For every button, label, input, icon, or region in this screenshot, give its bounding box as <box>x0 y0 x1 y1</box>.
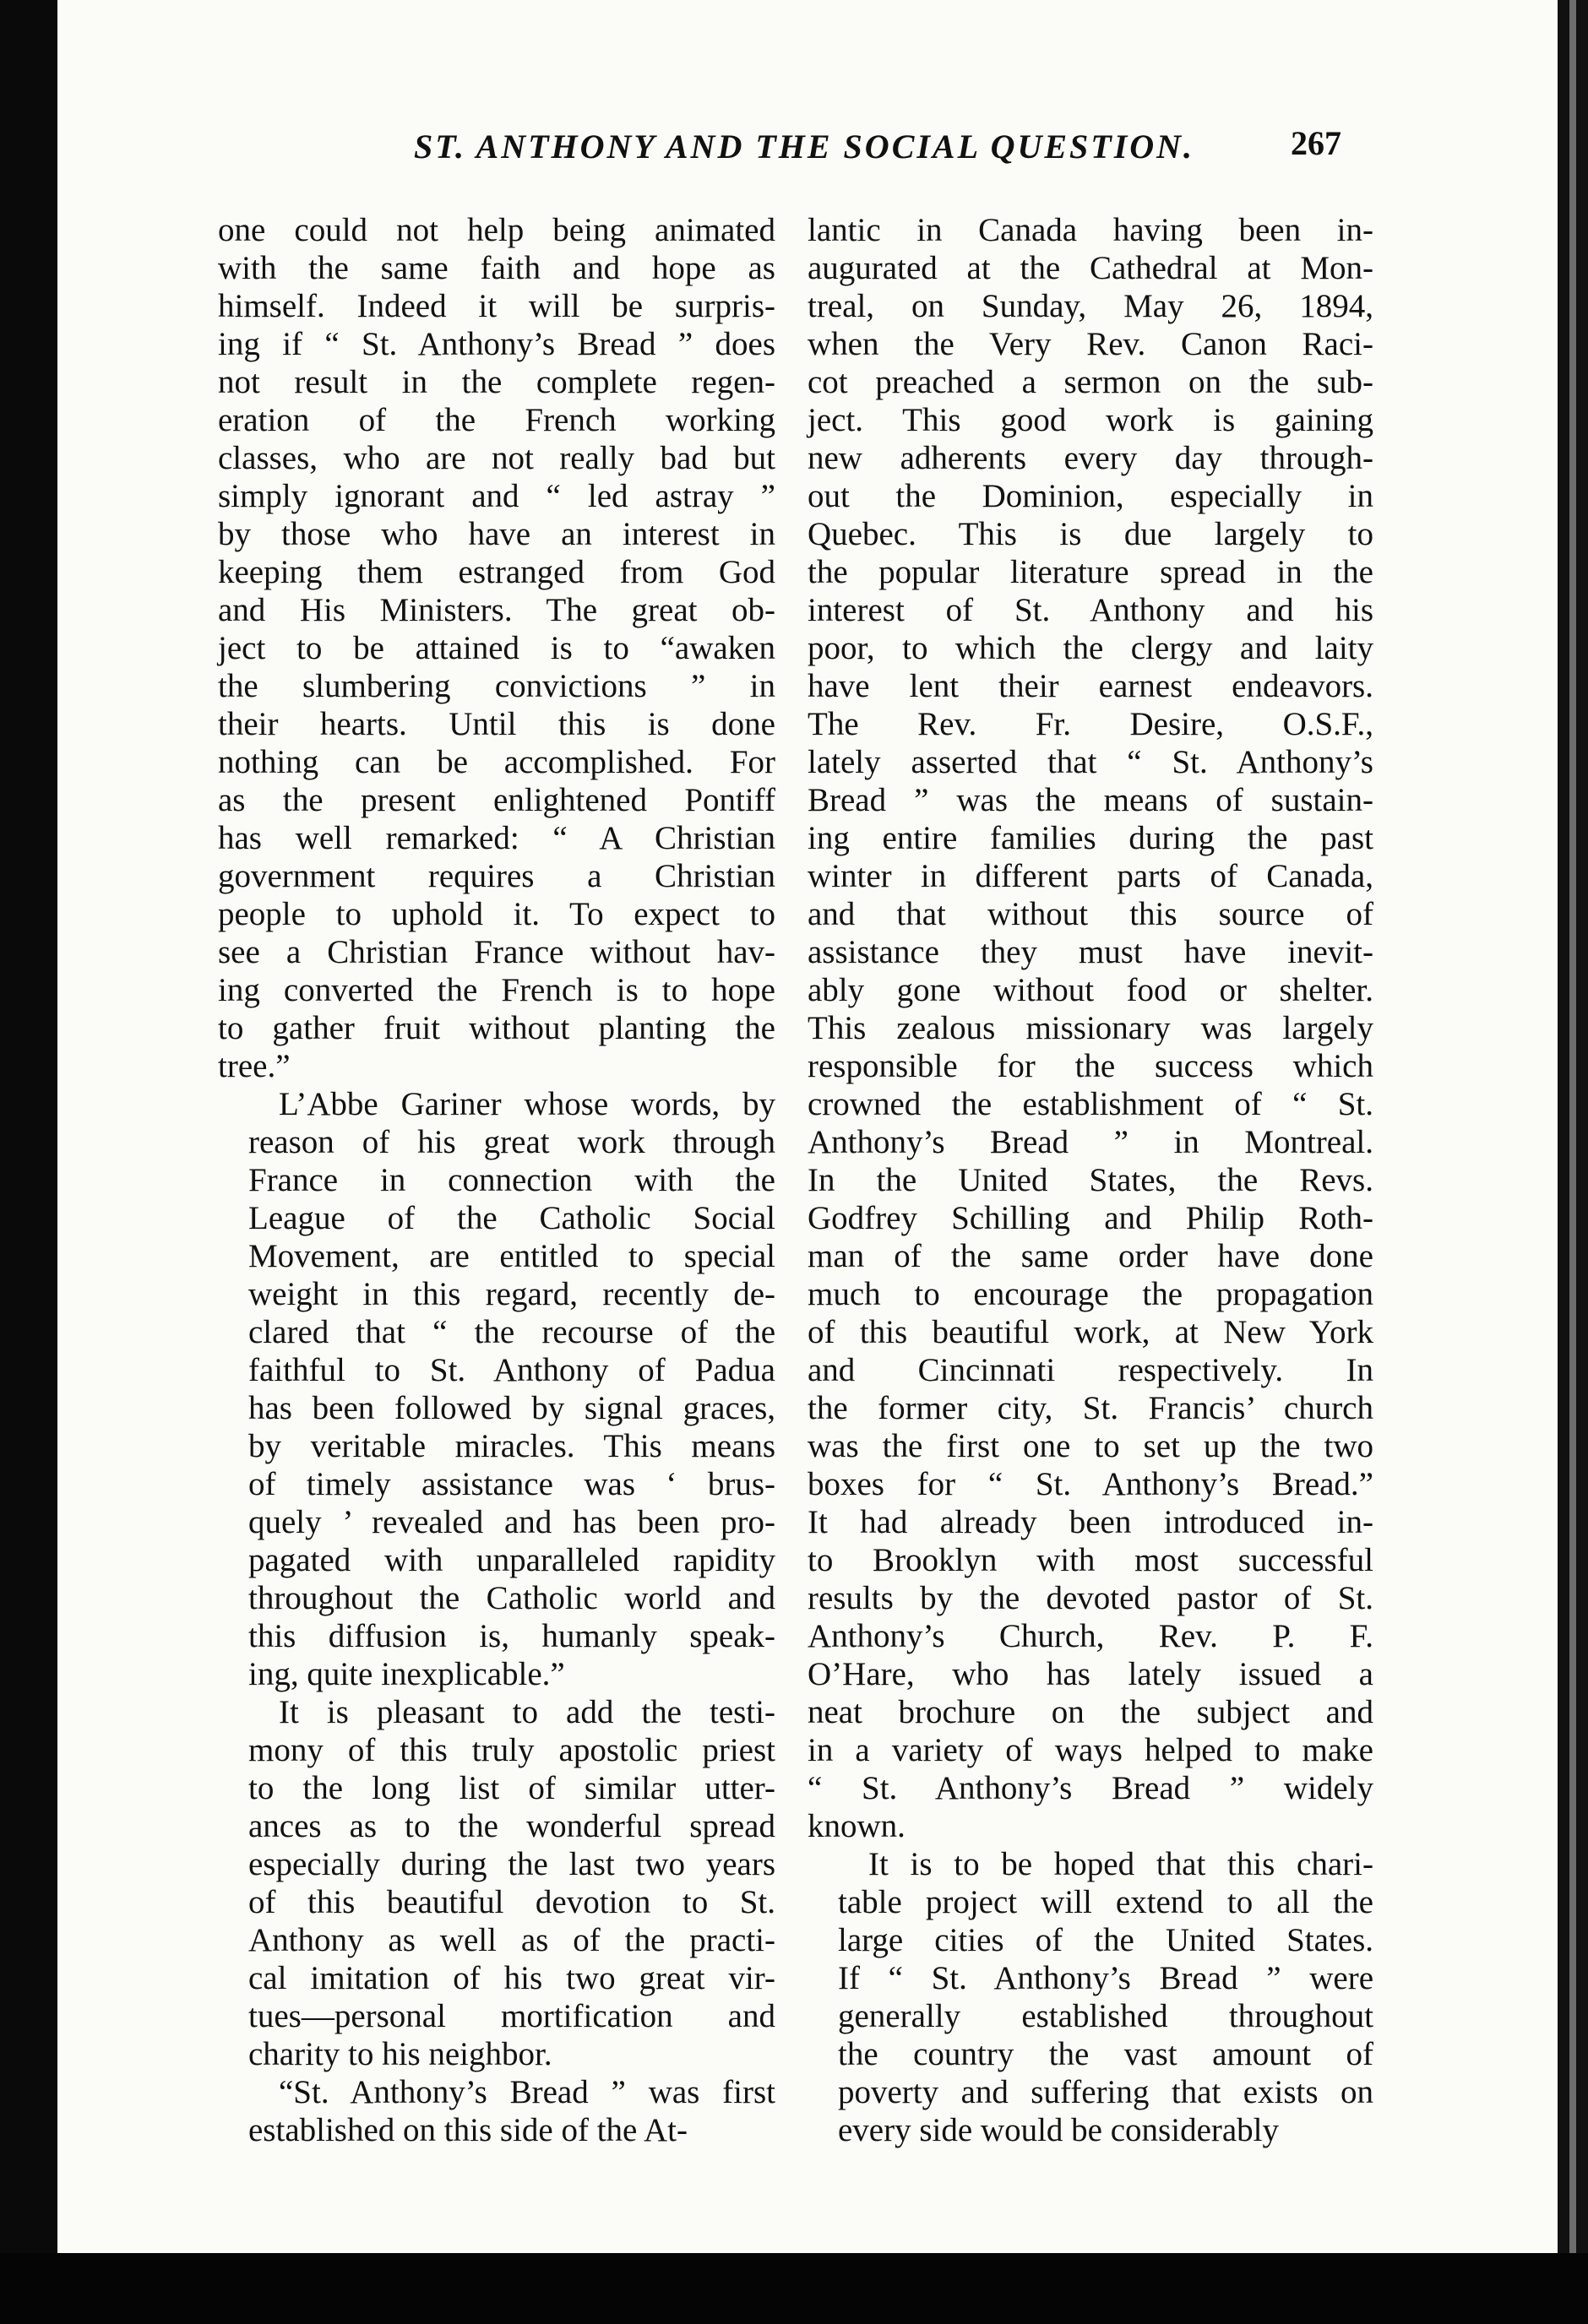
text-line: new adherents every day through- <box>808 440 1373 476</box>
text-line: L’Abbe Gariner whose words, by <box>279 1086 775 1122</box>
page-right-edge <box>1558 0 1588 2324</box>
text-line: “St. Anthony’s Bread ” was first <box>279 2074 775 2110</box>
text-line: classes, who are not really bad but <box>218 440 775 476</box>
text-line: cot preached a sermon on the sub- <box>808 364 1373 400</box>
text-line: League of the Catholic Social <box>248 1200 775 1236</box>
text-line: tues—personal mortification and <box>248 1998 775 2034</box>
left-text-column <box>218 211 775 2149</box>
text-line: himself. Indeed it will be surpris- <box>218 288 775 324</box>
text-line: of this beautiful devotion to St. <box>248 1884 775 1920</box>
text-line: have lent their earnest endeavors. <box>808 668 1373 704</box>
text-line: results by the devoted pastor of St. <box>808 1580 1373 1616</box>
text-line: poverty and suffering that exists on <box>838 2074 1373 2110</box>
text-line: simply ignorant and “ led astray ” <box>218 478 775 514</box>
text-line: clared that “ the recourse of the <box>248 1314 775 1350</box>
text-line: keeping them estranged from God <box>218 554 775 590</box>
text-line: eration of the French working <box>218 402 775 438</box>
text-line: neat brochure on the subject and <box>808 1694 1373 1730</box>
page-left-edge <box>0 0 57 2324</box>
text-line: Anthony’s Church, Rev. P. F. <box>808 1618 1373 1654</box>
text-line: France in connection with the <box>248 1162 775 1198</box>
text-line: the slumbering convictions ” in <box>218 668 775 704</box>
text-line: known. <box>808 1808 905 1844</box>
text-line: ing converted the French is to hope <box>218 972 775 1008</box>
text-line: This zealous missionary was largely <box>808 1010 1373 1046</box>
paragraph <box>218 2073 775 2149</box>
paragraph <box>218 1085 775 1693</box>
text-line: in a variety of ways helped to make <box>808 1732 1373 1768</box>
paragraph <box>808 211 1373 1845</box>
text-line: of this beautiful work, at New York <box>808 1314 1373 1350</box>
text-line: Anthony’s Bread ” in Montreal. <box>808 1124 1373 1160</box>
text-line: throughout the Catholic world and <box>248 1580 775 1616</box>
text-line: faithful to St. Anthony of Padua <box>248 1352 775 1388</box>
right-text-column <box>808 211 1373 2149</box>
text-line: Godfrey Schilling and Philip Roth- <box>808 1200 1373 1236</box>
paragraph <box>218 1693 775 2073</box>
text-line: the former city, St. Francis’ church <box>808 1390 1373 1426</box>
text-line: charity to his neighbor. <box>248 2036 552 2072</box>
text-line: responsible for the success which <box>808 1048 1373 1084</box>
text-line: when the Very Rev. Canon Raci- <box>808 326 1373 362</box>
paragraph <box>808 1845 1373 2149</box>
text-line: by those who have an interest in <box>218 516 775 552</box>
text-line: treal, on Sunday, May 26, 1894, <box>808 288 1373 324</box>
text-line: lately asserted that “ St. Anthony’s <box>808 744 1373 780</box>
text-line: large cities of the United States. <box>838 1922 1373 1958</box>
text-line: winter in different parts of Canada, <box>808 858 1373 894</box>
text-line: man of the same order have done <box>808 1238 1373 1274</box>
text-line: to the long list of similar utter- <box>248 1770 775 1806</box>
text-line: If “ St. Anthony’s Bread ” were <box>838 1960 1373 1996</box>
text-line: see a Christian France without hav- <box>218 934 775 970</box>
text-line: to Brooklyn with most successful <box>808 1542 1373 1578</box>
text-line: augurated at the Cathedral at Mon- <box>808 250 1373 286</box>
text-line: Movement, are entitled to special <box>248 1238 775 1274</box>
running-title: ST. ANTHONY AND THE SOCIAL QUESTION. <box>414 128 1195 166</box>
text-line: to gather fruit without planting the <box>218 1010 775 1046</box>
text-line: boxes for “ St. Anthony’s Bread.” <box>808 1466 1373 1502</box>
text-line: as the present enlightened Pontiff <box>218 782 775 818</box>
text-line: one could not help being animated <box>218 212 775 248</box>
text-line: poor, to which the clergy and laity <box>808 630 1373 666</box>
text-line: people to uphold it. To expect to <box>218 896 775 932</box>
text-line: with the same faith and hope as <box>218 250 775 286</box>
text-line: Bread ” was the means of sustain- <box>808 782 1373 818</box>
text-line: not result in the complete regen- <box>218 364 775 400</box>
text-line: established on this side of the At- <box>248 2112 688 2148</box>
text-line: much to encourage the propagation <box>808 1276 1373 1312</box>
text-line: cal imitation of his two great vir- <box>248 1960 775 1996</box>
text-line: and Cincinnati respectively. In <box>808 1352 1373 1388</box>
text-line: It had already been introduced in- <box>808 1504 1373 1540</box>
text-line: tree.” <box>218 1048 291 1084</box>
text-line: In the United States, the Revs. <box>808 1162 1373 1198</box>
text-line: every side would be considerably <box>838 2112 1280 2148</box>
text-line: table project will extend to all the <box>838 1884 1373 1920</box>
text-line: out the Dominion, especially in <box>808 478 1373 514</box>
text-line: pagated with unparalleled rapidity <box>248 1542 775 1578</box>
text-line: has been followed by signal graces, <box>248 1390 775 1426</box>
text-line: the country the vast amount of <box>838 2036 1373 2072</box>
text-line: and that without this source of <box>808 896 1373 932</box>
text-line: ing if “ St. Anthony’s Bread ” does <box>218 326 775 362</box>
text-line: was the first one to set up the two <box>808 1428 1373 1464</box>
text-line: Anthony as well as of the practi- <box>248 1922 775 1958</box>
text-line: The Rev. Fr. Desire, O.S.F., <box>808 706 1373 742</box>
text-line: Quebec. This is due largely to <box>808 516 1373 552</box>
text-line: ject to be attained is to “awaken <box>218 630 775 666</box>
text-line: O’Hare, who has lately issued a <box>808 1656 1373 1692</box>
text-line: ances as to the wonderful spread <box>248 1808 775 1844</box>
text-line: by veritable miracles. This means <box>248 1428 775 1464</box>
text-line: ject. This good work is gaining <box>808 402 1373 438</box>
text-line: reason of his great work through <box>248 1124 775 1160</box>
text-line: especially during the last two years <box>248 1846 775 1882</box>
text-line: ing entire families during the past <box>808 820 1373 856</box>
text-line: this diffusion is, humanly speak- <box>248 1618 775 1654</box>
text-line: of timely assistance was ‘ brus- <box>248 1466 775 1502</box>
text-line: has well remarked: “ A Christian <box>218 820 775 856</box>
text-line: mony of this truly apostolic priest <box>248 1732 775 1768</box>
page-number: 267 <box>1291 124 1341 162</box>
text-line: “ St. Anthony’s Bread ” widely <box>808 1770 1373 1806</box>
text-line: interest of St. Anthony and his <box>808 592 1373 628</box>
text-line: lantic in Canada having been in- <box>808 212 1373 248</box>
text-line: nothing can be accomplished. For <box>218 744 775 780</box>
page-bottom-edge <box>0 2253 1588 2324</box>
text-line: government requires a Christian <box>218 858 775 894</box>
paragraph <box>218 211 775 1085</box>
text-line: generally established throughout <box>838 1998 1373 2034</box>
text-line: weight in this regard, recently de- <box>248 1276 775 1312</box>
text-line: crowned the establishment of “ St. <box>808 1086 1373 1122</box>
text-line: It is pleasant to add the testi- <box>279 1694 775 1730</box>
text-line: ably gone without food or shelter. <box>808 972 1373 1008</box>
text-line: and His Ministers. The great ob- <box>218 592 775 628</box>
text-line: the popular literature spread in the <box>808 554 1373 590</box>
text-line: assistance they must have inevit- <box>808 934 1373 970</box>
text-line: It is to be hoped that this chari- <box>868 1846 1373 1882</box>
text-line: their hearts. Until this is done <box>218 706 775 742</box>
text-line: quely ’ revealed and has been pro- <box>248 1504 775 1540</box>
text-line: ing, quite inexplicable.” <box>248 1656 565 1692</box>
